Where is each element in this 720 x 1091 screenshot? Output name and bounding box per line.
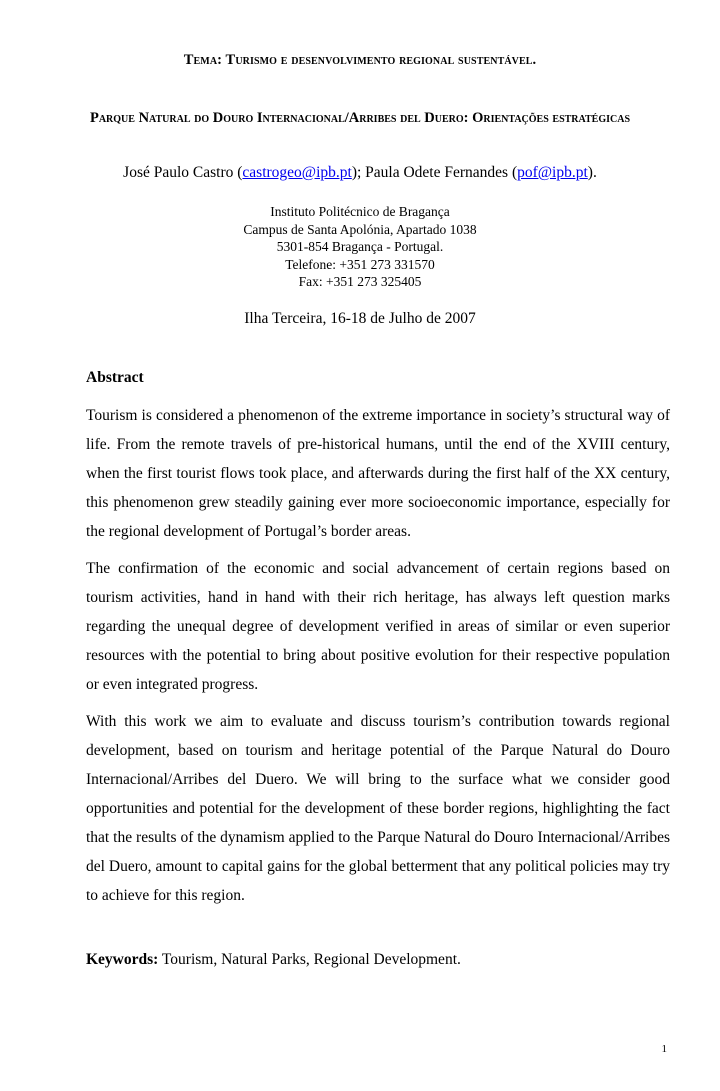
venue-date: Ilha Terceira, 16-18 de Julho de 2007: [244, 310, 476, 327]
abstract-body: [86, 401, 670, 918]
author-separator: ); Paula Odete Fernandes (: [351, 164, 518, 181]
keywords-line: [86, 951, 461, 969]
abstract-paragraph-1: Tourism is considered a phenomenon of the extreme importance in society’s structural way of life. From the remote travels of pre-historical humans, until the end of the XVIII century, when the first tourist flows took place, and afterwards during the first half of the XX century, this phenomenon grew steadily gaining ever more socioeconomic importance, especially for the regional development of Portugal’s border areas.: [86, 407, 670, 540]
affiliation-address: Campus de Santa Apolónia, Apartado 1038: [243, 221, 477, 237]
affiliation-fax: Fax: +351 273 325405: [298, 274, 422, 290]
affiliation-postcode: 5301-854 Bragança - Portugal.: [276, 239, 444, 255]
author-line-end: ).: [587, 164, 597, 181]
abstract-paragraph-2: The confirmation of the economic and social advancement of certain regions based on tourism activities, hand in hand with their rich heritage, has always left question marks regarding the unequal degree of development verified in areas of similar or even superior resources with the potential to bring about positive evolution for their respective population or even integrated progress.: [86, 560, 670, 693]
page-number: 1: [661, 1043, 667, 1055]
affiliation-phone: Telefone: +351 273 331570: [285, 256, 435, 272]
paper-title: Parque Natural do Douro Internacional/Arribes del Duero: Orientações estratégicas: [89, 110, 631, 126]
affiliation-block: [0, 203, 720, 291]
author1-email-link[interactable]: castrogeo@ipb.pt: [242, 164, 352, 181]
affiliation-institution: Instituto Politécnico de Bragança: [270, 204, 450, 219]
keywords-text: Tourism, Natural Parks, Regional Development.: [158, 951, 461, 968]
keywords-label: Keywords:: [86, 951, 159, 968]
abstract-paragraph-3: With this work we aim to evaluate and discuss tourism’s contribution towards regional development, based on tourism and heritage potential of the Parque Natural do Douro Internacional/Arribes del Duero. We will bring to the surface what we consider good opportunities and potential for the development of these border regions, highlighting the fact that the results of the dynamism applied to the Parque Natural do Douro Internacional/Arribes del Duero, amount to capital gains for the global betterment that any political policies may try to achieve for this region.: [86, 713, 670, 904]
author1-name: José Paulo Castro (: [123, 164, 243, 181]
author2-email-link[interactable]: pof@ipb.pt: [517, 164, 588, 181]
theme-line: Tema: Turismo e desenvolvimento regional sustentável.: [183, 52, 537, 68]
author-line: [0, 164, 720, 182]
abstract-heading: Abstract: [86, 369, 144, 386]
